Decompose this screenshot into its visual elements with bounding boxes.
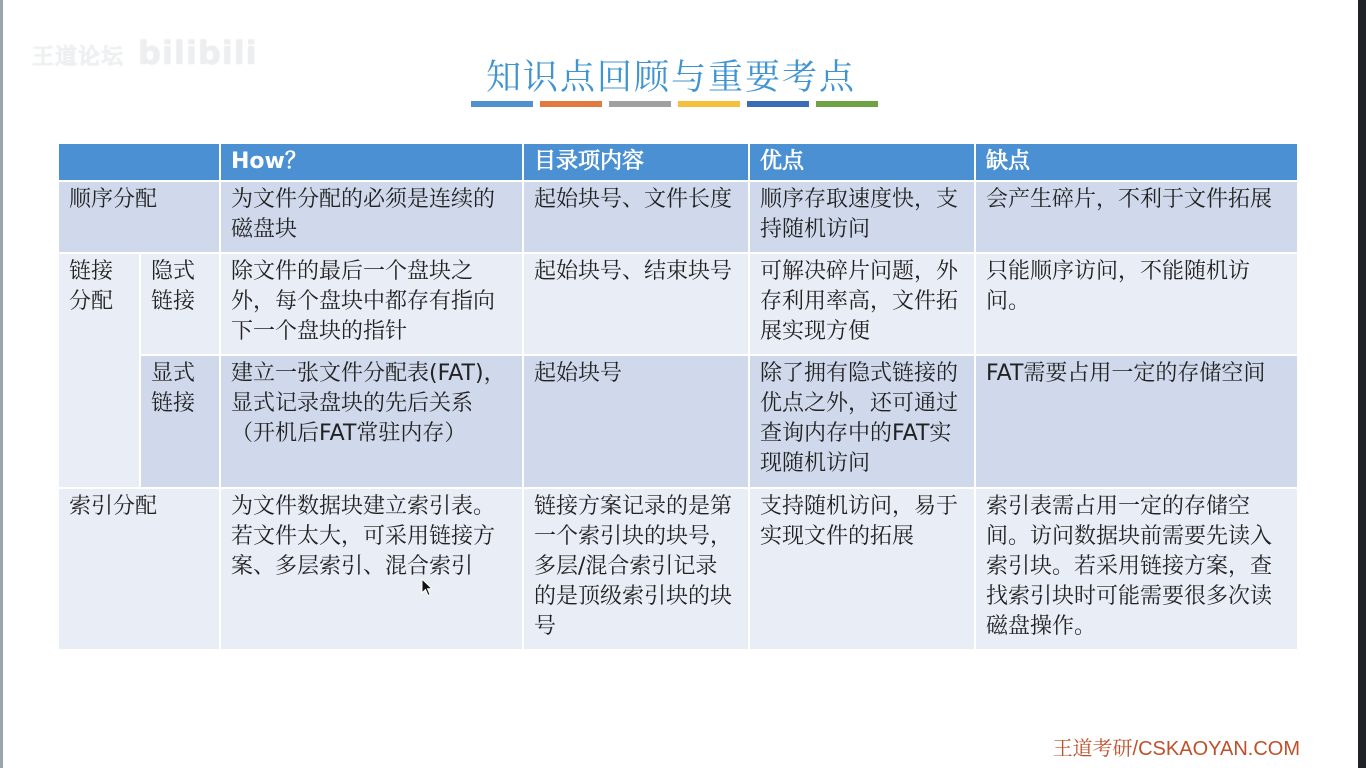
cell-pros: 除了拥有隐式链接的优点之外，还可通过查询内存中的FAT实现随机访问 [749,355,975,488]
sub-label-explicit: 显式链接 [140,355,220,488]
cell-how: 建立一张文件分配表(FAT)，显式记录盘块的先后关系（开机后FAT常驻内存） [220,355,523,488]
cell-dir: 起始块号 [523,355,749,488]
cell-pros: 支持随机访问，易于实现文件的拓展 [749,488,975,650]
allocation-comparison-table [57,142,1299,651]
right-edge [1358,0,1366,768]
cell-cons: 索引表需占用一定的存储空间。访问数据块前需要先读入索引块。若采用链接方案，查找索引块时可能需要很多次读磁盘操作。 [975,488,1298,650]
watermark-text: 王道论坛 [32,45,125,70]
row-label-sequential: 顺序分配 [58,181,220,253]
cell-cons: 会产生碎片，不利于文件拓展 [975,181,1298,253]
cell-pros: 顺序存取速度快，支持随机访问 [749,181,975,253]
title-bar-segment [816,101,878,107]
cell-dir: 起始块号、结束块号 [523,253,749,355]
row-label-linked: 链接分配 [58,253,140,488]
title-bar-segment [747,101,809,107]
cell-dir: 链接方案记录的是第一个索引块的块号，多层/混合索引记录的是顶级索引块的块号 [523,488,749,650]
left-edge [0,0,3,768]
header-dir-content: 目录项内容 [523,143,749,181]
header-pros: 优点 [749,143,975,181]
cell-how: 除文件的最后一个盘块之外，每个盘块中都存有指向下一个盘块的指针 [220,253,523,355]
table-header-row [58,143,1298,181]
title-bar-segment [678,101,740,107]
cell-cons: 只能顺序访问，不能随机访问。 [975,253,1298,355]
table-row-implicit-link [58,253,1298,355]
title-bar-segment [471,101,533,107]
cell-how: 为文件分配的必须是连续的磁盘块 [220,181,523,253]
table-row-sequential [58,181,1298,253]
header-cons: 缺点 [975,143,1298,181]
title-underline [471,101,878,107]
table-row-indexed [58,488,1298,650]
table-row-explicit-link [58,355,1298,488]
header-blank [58,143,220,181]
cell-dir: 起始块号、文件长度 [523,181,749,253]
sub-label-implicit: 隐式链接 [140,253,220,355]
title-bar-segment [609,101,671,107]
title-bar-segment [540,101,602,107]
cell-cons: FAT需要占用一定的存储空间 [975,355,1298,488]
row-label-indexed: 索引分配 [58,488,220,650]
cell-how: 为文件数据块建立索引表。若文件太大，可采用链接方案、多层索引、混合索引 [220,488,523,650]
arrow-pointer-icon [421,578,433,598]
header-how: How？ [220,143,523,181]
page-title: 知识点回顾与重要考点 [485,58,856,98]
cell-pros: 可解决碎片问题，外存利用率高，文件拓展实现方便 [749,253,975,355]
footer-brand: 王道考研/CSKAOYAN.COM [1052,738,1300,760]
bilibili-logo-icon: bilibili [138,34,258,72]
